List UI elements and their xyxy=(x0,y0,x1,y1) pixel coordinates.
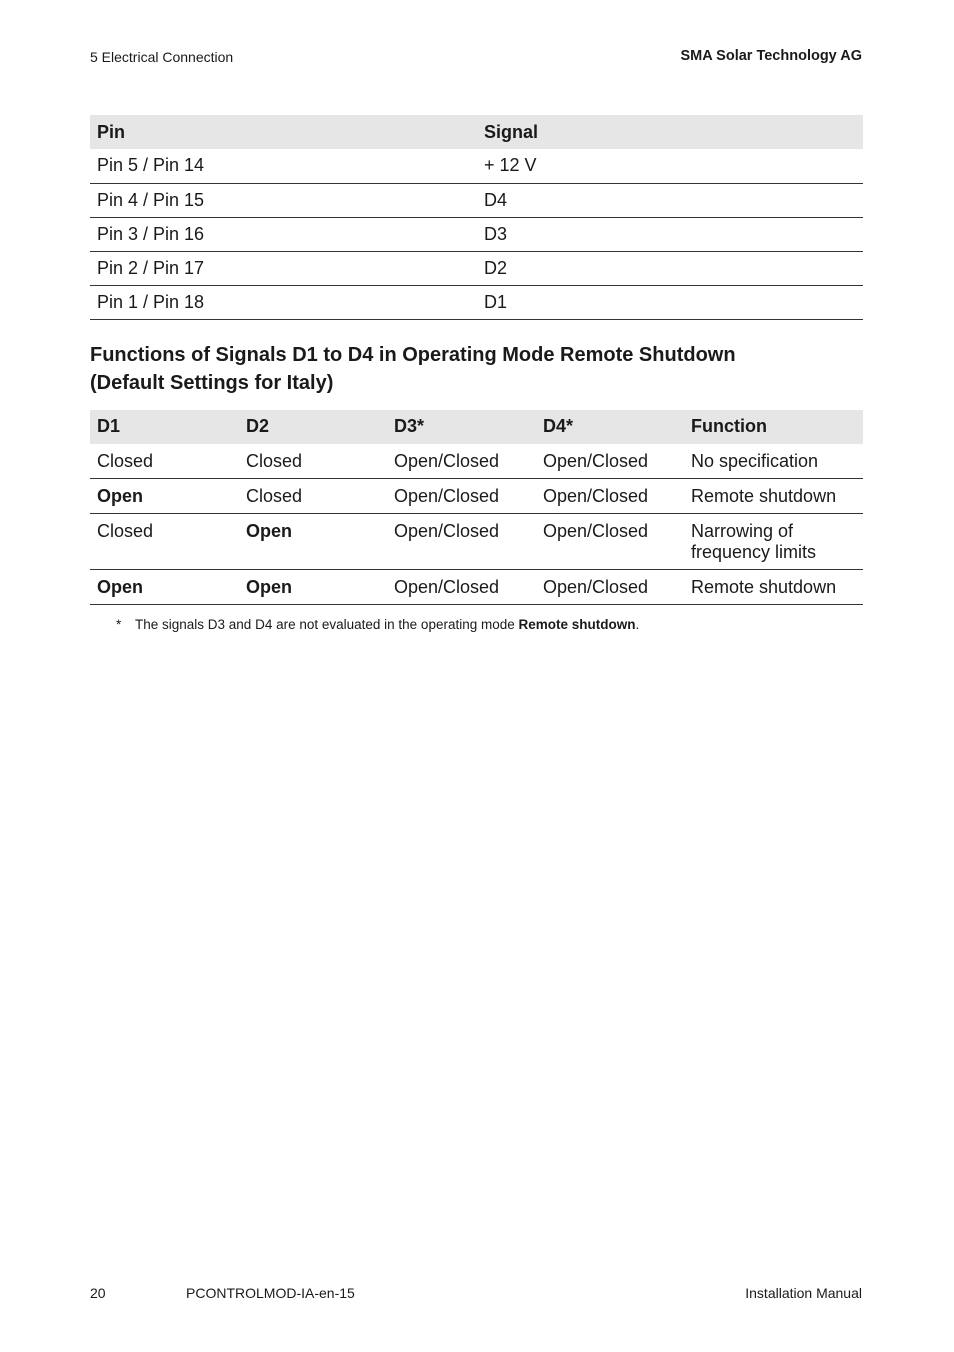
footnote-end: . xyxy=(635,617,640,632)
column-header-d2: D2 xyxy=(239,410,387,444)
d3-cell: Open/Closed xyxy=(387,570,536,605)
table-row xyxy=(90,251,863,285)
table-row xyxy=(90,444,863,479)
signal-cell: D4 xyxy=(477,183,863,217)
signal-cell: + 12 V xyxy=(477,149,863,183)
table-header-row xyxy=(90,115,863,149)
footnote xyxy=(116,617,639,632)
pin-signal-table xyxy=(90,115,863,320)
document-type: Installation Manual xyxy=(745,1285,862,1301)
d2-cell: Closed xyxy=(239,444,387,479)
column-header-d3: D3* xyxy=(387,410,536,444)
footnote-emphasis: Remote shutdown xyxy=(518,617,636,632)
footnote-text: The signals D3 and D4 are not evaluated in the operating mode xyxy=(135,617,519,632)
table-row xyxy=(90,217,863,251)
table-row xyxy=(90,514,863,570)
d1-cell: Closed xyxy=(90,514,239,570)
function-cell: No specification xyxy=(684,444,863,479)
header-chapter: 5 Electrical Connection xyxy=(90,49,234,65)
d1-cell: Open xyxy=(90,479,239,514)
pin-cell: Pin 1 / Pin 18 xyxy=(90,285,477,319)
pin-cell: Pin 4 / Pin 15 xyxy=(90,183,477,217)
table-row xyxy=(90,149,863,183)
d2-cell: Open xyxy=(239,514,387,570)
column-header-function: Function xyxy=(684,410,863,444)
table-row xyxy=(90,479,863,514)
d2-cell: Open xyxy=(239,570,387,605)
d4-cell: Open/Closed xyxy=(536,444,684,479)
signal-cell: D3 xyxy=(477,217,863,251)
column-header-signal: Signal xyxy=(477,115,863,149)
header-company: SMA Solar Technology AG xyxy=(680,48,862,64)
table-row xyxy=(90,570,863,605)
d4-cell: Open/Closed xyxy=(536,479,684,514)
column-header-pin: Pin xyxy=(90,115,477,149)
d2-cell: Closed xyxy=(239,479,387,514)
d3-cell: Open/Closed xyxy=(387,514,536,570)
d1-cell: Closed xyxy=(90,444,239,479)
function-cell: Narrowing of frequency limits xyxy=(684,514,863,570)
d1-cell: Open xyxy=(90,570,239,605)
signal-cell: D2 xyxy=(477,251,863,285)
column-header-d1: D1 xyxy=(90,410,239,444)
section-title-line1: Functions of Signals D1 to D4 in Operating Mode Remote Shutdown xyxy=(90,344,736,366)
d4-cell: Open/Closed xyxy=(536,514,684,570)
table-row xyxy=(90,183,863,217)
function-cell: Remote shutdown xyxy=(684,570,863,605)
pin-cell: Pin 3 / Pin 16 xyxy=(90,217,477,251)
column-header-d4: D4* xyxy=(536,410,684,444)
document-id: PCONTROLMOD-IA-en-15 xyxy=(186,1285,355,1301)
pin-cell: Pin 2 / Pin 17 xyxy=(90,251,477,285)
table-row xyxy=(90,285,863,319)
footnote-marker: * xyxy=(116,617,122,632)
d3-cell: Open/Closed xyxy=(387,479,536,514)
table-header-row xyxy=(90,410,863,444)
d3-cell: Open/Closed xyxy=(387,444,536,479)
signal-cell: D1 xyxy=(477,285,863,319)
signal-function-table xyxy=(90,410,863,605)
pin-cell: Pin 5 / Pin 14 xyxy=(90,149,477,183)
section-title xyxy=(90,341,863,397)
d4-cell: Open/Closed xyxy=(536,570,684,605)
function-cell: Remote shutdown xyxy=(684,479,863,514)
section-title-line2: (Default Settings for Italy) xyxy=(90,372,334,394)
page-number: 20 xyxy=(90,1285,106,1301)
